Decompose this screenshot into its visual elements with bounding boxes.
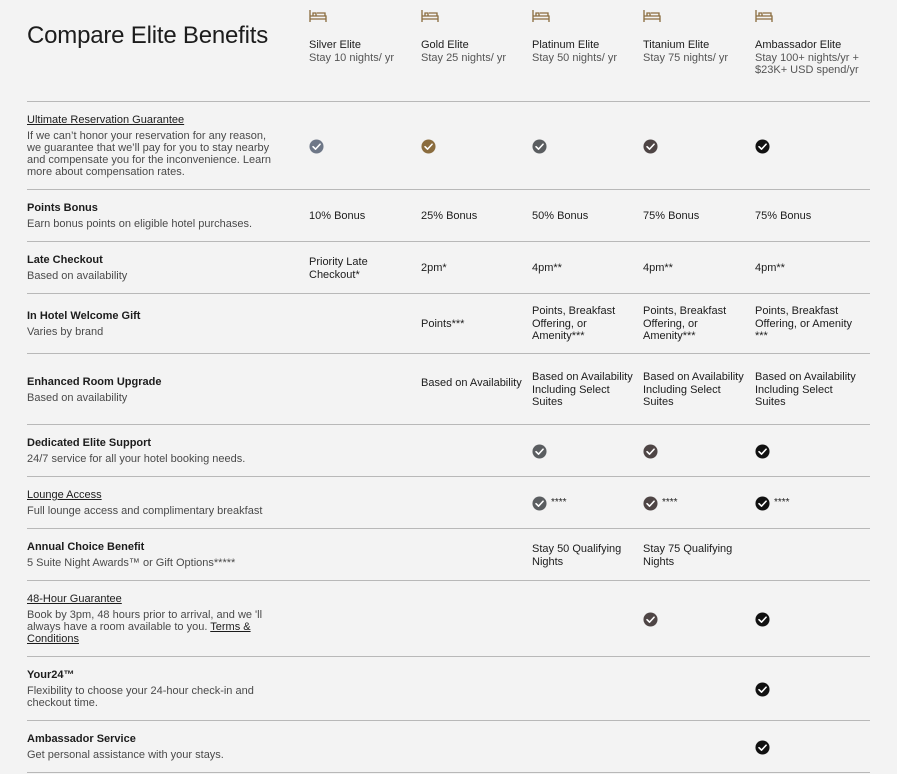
check-icon: [755, 612, 770, 627]
check-icon: [532, 444, 547, 459]
check-icon: [755, 444, 770, 459]
benefit-description-text: Based on availability: [27, 392, 128, 404]
benefit-value: 25% Bonus: [421, 210, 478, 222]
benefit-description: [27, 218, 277, 230]
page-title: Compare Elite Benefits: [27, 22, 269, 49]
benefit-description: [27, 749, 277, 761]
benefit-name: Ambassador Service: [27, 733, 136, 745]
benefit-description-text: Get personal assistance with your stays.: [27, 749, 224, 761]
table-row: [27, 353, 870, 425]
row-label: [27, 376, 277, 404]
benefit-description: [27, 453, 277, 465]
check-icon: [532, 139, 547, 154]
benefit-value: Based on Availability Including Select Suites: [755, 371, 856, 408]
benefit-name: In Hotel Welcome Gift: [27, 310, 141, 322]
row-label: [27, 437, 277, 465]
table-row: [27, 720, 870, 773]
benefit-value: 75% Bonus: [755, 210, 812, 222]
table-row: [27, 424, 870, 477]
check-icon: [755, 682, 770, 697]
benefit-description-text: 24/7 service for all your hotel booking needs.: [27, 453, 246, 465]
bed-icon: [755, 9, 773, 23]
benefit-value: Stay 75 Qualifying Nights: [643, 543, 733, 568]
benefit-description: [27, 609, 277, 645]
check-icon: [309, 139, 324, 154]
benefit-value: Based on Availability: [421, 377, 522, 389]
benefit-name: Enhanced Room Upgrade: [27, 376, 162, 388]
check-icon: [643, 139, 658, 154]
tier-requirement: Stay 10 nights/ yr: [309, 52, 394, 64]
benefit-description-text: If we can’t honor your reservation for any reason, we guarantee that we’ll pay for you to stay nearby and compensate you for the inconvenience. Learn more about compensation rates.: [27, 130, 271, 178]
benefit-value: 2pm*: [421, 262, 447, 274]
benefit-value: Points***: [421, 318, 465, 330]
tier-titanium: [643, 9, 753, 64]
tier-name: Gold Elite: [421, 39, 469, 51]
tier-ambassador: [755, 9, 865, 76]
tier-requirement: Stay 75 nights/ yr: [643, 52, 728, 64]
row-label: [27, 114, 277, 178]
bed-icon: [532, 9, 550, 23]
check-icon: [643, 612, 658, 627]
tier-name: Titanium Elite: [643, 39, 710, 51]
row-label: [27, 669, 277, 709]
benefit-value: 10% Bonus: [309, 210, 366, 222]
tier-requirement: Stay 25 nights/ yr: [421, 52, 506, 64]
benefit-description-text: Book by 3pm, 48 hours prior to arrival, and we 'll always have a room available to you.: [27, 609, 263, 633]
footnote-marker: ****: [774, 497, 790, 508]
benefit-name: Dedicated Elite Support: [27, 437, 152, 449]
tier-requirement: Stay 50 nights/ yr: [532, 52, 617, 64]
benefit-name: Annual Choice Benefit: [27, 541, 145, 553]
benefit-value: Points, Breakfast Offering, or Amenity ***: [755, 305, 853, 342]
check-icon: [755, 740, 770, 755]
row-label: [27, 310, 277, 338]
benefit-value: 4pm**: [532, 262, 562, 274]
benefit-description-text: 5 Suite Night Awards™ or Gift Options*****: [27, 557, 236, 569]
footnote-marker: ****: [662, 497, 678, 508]
row-label: [27, 593, 277, 645]
benefit-description-text: Based on availability: [27, 270, 128, 282]
row-label: [27, 733, 277, 761]
benefit-description-text: Full lounge access and complimentary breakfast: [27, 505, 263, 517]
tier-name: Ambassador Elite: [755, 39, 842, 51]
row-label: [27, 541, 277, 569]
benefit-name: Late Checkout: [27, 254, 103, 266]
table-row: [27, 101, 870, 190]
benefit-name: Points Bonus: [27, 202, 98, 214]
check-icon: [421, 139, 436, 154]
table-row: [27, 189, 870, 242]
benefit-description: [27, 270, 277, 282]
check-icon: [755, 139, 770, 154]
benefit-value: Priority Late Checkout*: [309, 256, 368, 281]
tier-gold: [421, 9, 531, 64]
bed-icon: [309, 9, 327, 23]
benefit-description: [27, 130, 277, 178]
benefit-value: Stay 50 Qualifying Nights: [532, 543, 622, 568]
row-label: [27, 254, 277, 282]
benefit-description: [27, 326, 277, 338]
table-row: [27, 476, 870, 529]
table-bottom-divider: [27, 772, 870, 773]
tier-name: Platinum Elite: [532, 39, 600, 51]
benefit-value: Based on Availability Including Select Suites: [643, 371, 744, 408]
benefit-description-text: Earn bonus points on eligible hotel purchases.: [27, 218, 253, 230]
terms-link[interactable]: Terms & Conditions: [27, 621, 251, 645]
check-icon: [643, 496, 658, 511]
benefit-value: Points, Breakfast Offering, or Amenity***: [643, 305, 727, 342]
tier-name: Silver Elite: [309, 39, 361, 51]
benefit-description-text: Flexibility to choose your 24-hour check-in and checkout time.: [27, 685, 254, 709]
tier-platinum: [532, 9, 642, 64]
table-row: [27, 656, 870, 721]
check-icon: [643, 444, 658, 459]
benefit-description: [27, 685, 277, 709]
check-icon: [532, 496, 547, 511]
table-row: [27, 293, 870, 354]
benefit-name: Your24™: [27, 669, 75, 681]
benefit-name[interactable]: 48-Hour Guarantee: [27, 593, 122, 605]
bed-icon: [421, 9, 439, 23]
tier-requirement: Stay 100+ nights/yr + $23K+ USD spend/yr: [755, 52, 859, 76]
benefit-description-text: Varies by brand: [27, 326, 104, 338]
benefit-description: [27, 392, 277, 404]
footnote-marker: ****: [551, 497, 567, 508]
benefit-description: [27, 505, 277, 517]
benefit-value: 4pm**: [755, 262, 785, 274]
check-icon: [755, 496, 770, 511]
table-row: [27, 241, 870, 294]
benefit-value: Points, Breakfast Offering, or Amenity***: [532, 305, 616, 342]
benefit-value: 75% Bonus: [643, 210, 700, 222]
benefit-value: 4pm**: [643, 262, 673, 274]
benefit-name[interactable]: Lounge Access: [27, 489, 102, 501]
benefit-description: [27, 557, 277, 569]
row-label: [27, 489, 277, 517]
table-row: [27, 580, 870, 657]
table-row: [27, 528, 870, 581]
row-label: [27, 202, 277, 230]
benefit-value: 50% Bonus: [532, 210, 589, 222]
benefit-name[interactable]: Ultimate Reservation Guarantee: [27, 114, 185, 126]
benefit-value: Based on Availability Including Select Suites: [532, 371, 633, 408]
tier-silver: [309, 9, 419, 64]
bed-icon: [643, 9, 661, 23]
